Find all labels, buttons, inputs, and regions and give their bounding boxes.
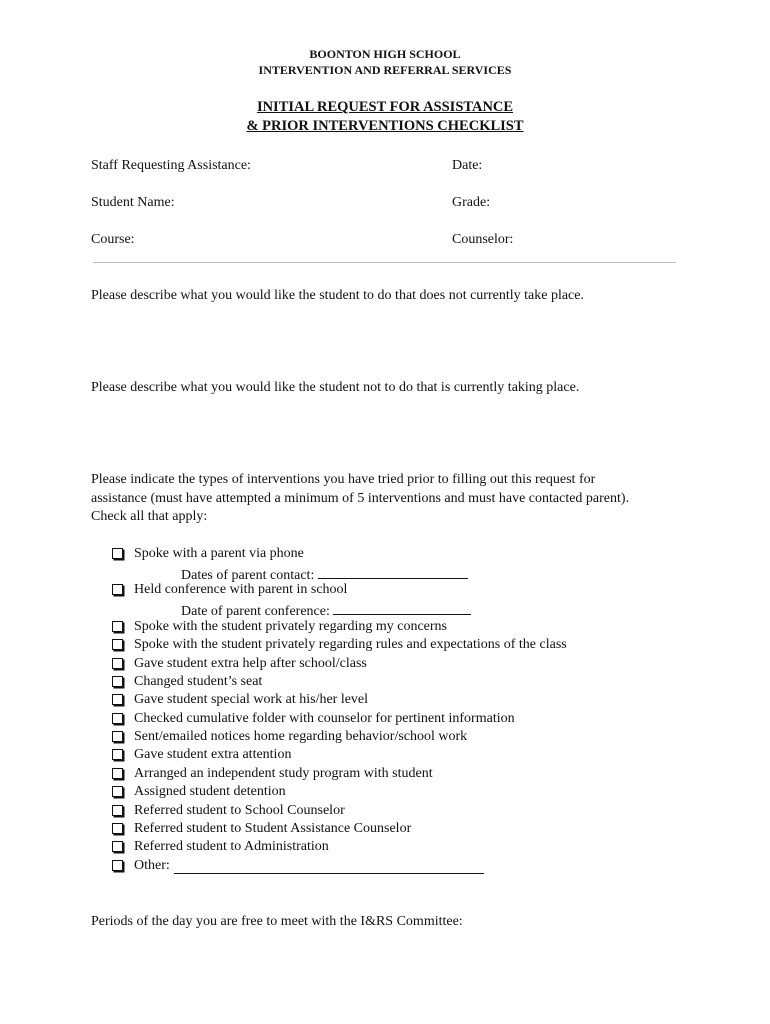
counselor-label: Counselor: bbox=[452, 232, 514, 247]
checklist-item-phone bbox=[112, 546, 304, 562]
checkbox[interactable] bbox=[112, 639, 123, 650]
checkbox[interactable] bbox=[112, 713, 123, 724]
date-label: Date: bbox=[452, 158, 483, 173]
checklist-item bbox=[112, 729, 467, 745]
checkbox[interactable] bbox=[112, 786, 123, 797]
checklist-item bbox=[112, 637, 567, 653]
parent-conference-date-label: Date of parent conference: bbox=[181, 604, 330, 619]
prompt-interventions-line-1: Please indicate the types of interventions you have tried prior to filling out this request for bbox=[91, 472, 596, 487]
checklist-label: Gave student special work at his/her level bbox=[134, 692, 369, 707]
checklist-item bbox=[112, 784, 286, 800]
checklist-item bbox=[112, 766, 433, 782]
checklist-item bbox=[112, 619, 447, 635]
staff-requesting-label: Staff Requesting Assistance: bbox=[91, 158, 251, 173]
checklist-label: Gave student extra attention bbox=[134, 747, 292, 762]
checklist-label: Referred student to Student Assistance Counselor bbox=[134, 821, 412, 836]
checkbox[interactable] bbox=[112, 676, 123, 687]
checkbox[interactable] bbox=[112, 823, 123, 834]
checklist-label: Spoke with a parent via phone bbox=[134, 546, 304, 561]
checkbox[interactable] bbox=[112, 584, 123, 595]
prompt-desired-behavior: Please describe what you would like the student to do that does not currently take place. bbox=[91, 288, 584, 303]
checkbox[interactable] bbox=[112, 860, 123, 871]
prompt-free-periods: Periods of the day you are free to meet with the I&RS Committee: bbox=[91, 914, 463, 929]
parent-contact-dates-blank[interactable] bbox=[318, 564, 468, 579]
school-name: BOONTON HIGH SCHOOL bbox=[309, 47, 461, 61]
parent-conference-date-blank[interactable] bbox=[333, 600, 471, 615]
prompt-interventions-line-2: assistance (must have attempted a minimum of 5 interventions and must have contacted parent). bbox=[91, 491, 630, 506]
checkbox[interactable] bbox=[112, 621, 123, 632]
checklist-label: Spoke with the student privately regarding rules and expectations of the class bbox=[134, 637, 567, 652]
checkbox[interactable] bbox=[112, 694, 123, 705]
parent-contact-dates-label: Dates of parent contact: bbox=[181, 568, 315, 583]
checklist-label: Spoke with the student privately regarding my concerns bbox=[134, 619, 447, 634]
divider-line bbox=[93, 262, 676, 263]
checklist-item bbox=[112, 821, 411, 837]
checklist-label: Checked cumulative folder with counselor for pertinent information bbox=[134, 711, 515, 726]
prompt-interventions-line-3: Check all that apply: bbox=[91, 509, 208, 524]
checklist-label: Gave student extra help after school/class bbox=[134, 656, 367, 671]
checkbox[interactable] bbox=[112, 731, 123, 742]
checklist-label: Arranged an independent study program with student bbox=[134, 766, 433, 781]
checkbox[interactable] bbox=[112, 548, 123, 559]
prompt-undesired-behavior: Please describe what you would like the student not to do that is currently taking place. bbox=[91, 380, 580, 395]
checklist-item bbox=[112, 692, 368, 708]
checklist-label: Held conference with parent in school bbox=[134, 582, 348, 597]
parent-conference-date-line bbox=[181, 600, 471, 620]
checklist-item bbox=[112, 839, 329, 855]
checklist-label: Assigned student detention bbox=[134, 784, 286, 799]
form-title-line-2: & PRIOR INTERVENTIONS CHECKLIST bbox=[246, 118, 524, 134]
student-name-label: Student Name: bbox=[91, 195, 175, 210]
other-blank[interactable] bbox=[174, 859, 484, 874]
checkbox[interactable] bbox=[112, 805, 123, 816]
grade-label: Grade: bbox=[452, 195, 491, 210]
checklist-label: Referred student to Administration bbox=[134, 839, 329, 854]
checklist-item bbox=[112, 803, 345, 819]
checklist-item-conference bbox=[112, 582, 347, 598]
checkbox[interactable] bbox=[112, 768, 123, 779]
checklist-label: Referred student to School Counselor bbox=[134, 803, 345, 818]
checkbox[interactable] bbox=[112, 841, 123, 852]
form-title-line-1: INITIAL REQUEST FOR ASSISTANCE bbox=[256, 99, 514, 115]
checklist-label: Sent/emailed notices home regarding behavior/school work bbox=[134, 729, 468, 744]
checklist-item bbox=[112, 747, 291, 763]
parent-contact-dates-line bbox=[181, 564, 468, 584]
checklist-item bbox=[112, 674, 262, 690]
checklist-item bbox=[112, 711, 515, 727]
checklist-item bbox=[112, 656, 367, 672]
checkbox[interactable] bbox=[112, 658, 123, 669]
checkbox[interactable] bbox=[112, 749, 123, 760]
checklist-item-other bbox=[112, 858, 484, 874]
checklist-label: Changed student’s seat bbox=[134, 674, 263, 689]
course-label: Course: bbox=[91, 232, 135, 247]
checklist-label: Other: bbox=[134, 858, 170, 873]
department-name: INTERVENTION AND REFERRAL SERVICES bbox=[258, 63, 512, 77]
